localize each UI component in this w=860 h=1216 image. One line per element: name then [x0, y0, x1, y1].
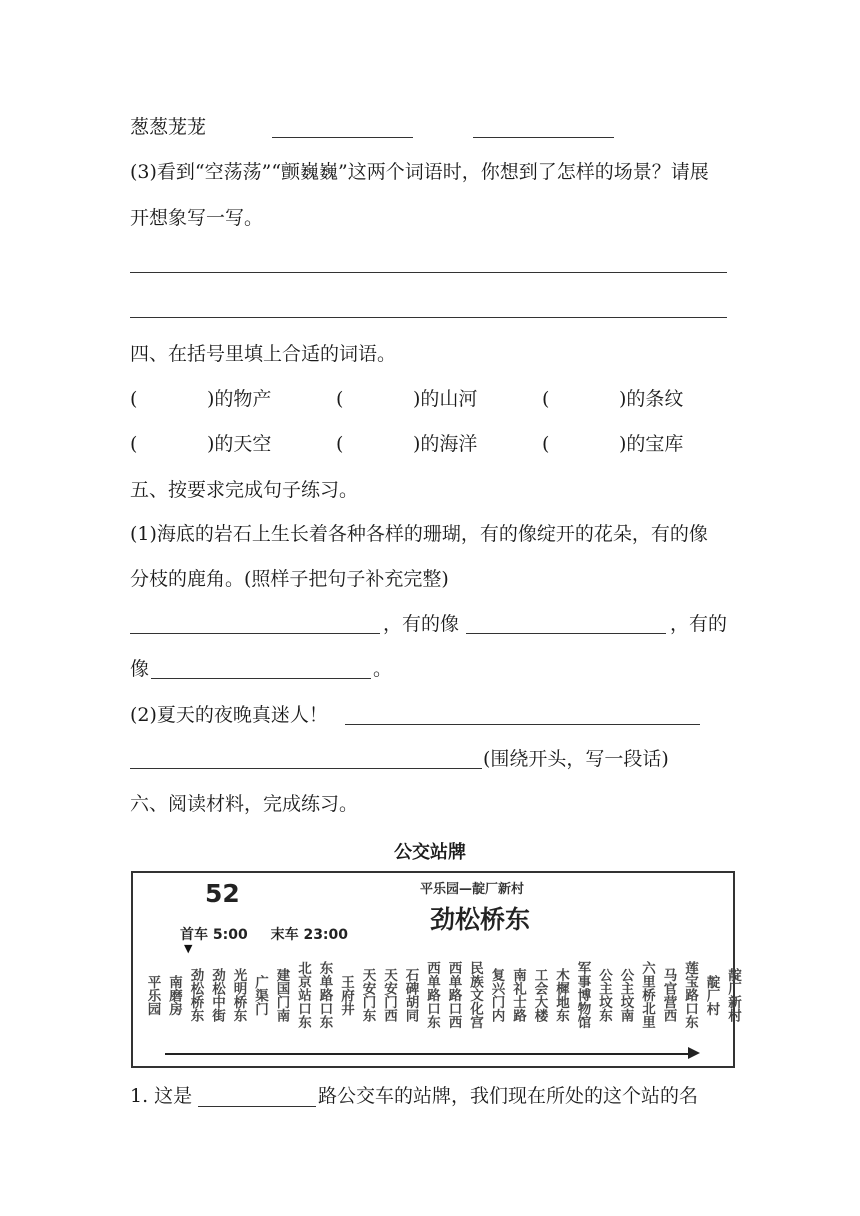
bus-stop-sign — [131, 871, 741, 1068]
paren-open: ( — [542, 433, 550, 455]
answer-blank[interactable] — [466, 633, 666, 634]
sign-title: 公交站牌 — [394, 842, 466, 863]
paren-open: ( — [130, 433, 138, 455]
bus-stop-name: 天安门东 — [359, 967, 376, 1022]
word-line — [130, 115, 206, 139]
first-bus-time: 首车 5:00 — [180, 927, 248, 943]
bus-stop-name: 王府井 — [338, 974, 354, 1015]
down-arrow-icon: ▼ — [184, 942, 193, 955]
question-6-1-start: 1. 这是 — [130, 1085, 193, 1107]
bus-stop-name: 工会大楼 — [531, 967, 548, 1022]
answer-blank[interactable] — [130, 768, 482, 769]
answer-blank[interactable] — [473, 137, 614, 138]
fill-item: )的宝库 — [619, 433, 684, 455]
question-3-line-1: (3)看到“空荡荡”“颤巍巍”这两个词语时，你想到了怎样的场景？请展 — [130, 161, 709, 183]
question-2-hint: (围绕开头，写一段话) — [483, 748, 669, 770]
bus-stop-name: 莲宝路口东 — [682, 961, 698, 1029]
question-2-line-1: (2)夏天的夜晚真迷人！ — [130, 704, 328, 726]
bus-stop-name: 平乐园 — [144, 974, 161, 1015]
bus-stop-name: 劲松桥东 — [187, 967, 204, 1022]
bus-stop-name: 军事博物馆 — [574, 961, 591, 1029]
bus-stop-name: 民族文化宫 — [467, 961, 483, 1029]
bus-stop-name: 广渠门 — [252, 974, 268, 1015]
bus-stop-name: 光明桥东 — [230, 967, 247, 1022]
current-stop: 劲松桥东 — [430, 905, 531, 934]
section-4-title: 四、在括号里填上合适的词语。 — [130, 343, 397, 365]
route-range: 平乐园—靛厂新村 — [420, 882, 525, 897]
bus-stop-name: 南礼士路 — [510, 967, 526, 1022]
bus-stop-name: 劲松中街 — [209, 967, 225, 1022]
last-bus-time: 末车 23:00 — [270, 927, 349, 943]
answer-blank[interactable] — [345, 724, 700, 725]
route-number: 52 — [205, 879, 240, 908]
question-1-line-1: (1)海底的岩石上生长着各种各样的珊瑚，有的像绽开的花朵，有的像 — [130, 523, 708, 545]
bus-stop-name: 靛厂村 — [703, 974, 720, 1015]
paren-open: ( — [336, 388, 344, 410]
section-5-title: 五、按要求完成句子练习。 — [130, 479, 359, 501]
sentence-fragment: 像 — [130, 658, 150, 680]
sentence-fragment: ，有的像 — [383, 613, 460, 635]
answer-blank[interactable] — [130, 633, 380, 634]
bus-stop-name: 天安门西 — [381, 967, 397, 1022]
stop-list — [139, 961, 741, 1029]
service-times — [180, 924, 366, 944]
bus-stop-name: 公主坟东 — [596, 967, 612, 1022]
fill-item: )的山河 — [413, 388, 478, 410]
fill-item: )的物产 — [207, 388, 272, 410]
answer-blank[interactable] — [151, 678, 371, 679]
bus-stop-name: 六里桥北里 — [639, 961, 655, 1029]
question-3-line-2: 开想象写一写。 — [130, 207, 264, 229]
bus-stop-name: 木樨地东 — [553, 967, 569, 1022]
sentence-fragment: 。 — [373, 658, 393, 680]
fill-item: )的海洋 — [413, 433, 478, 455]
paren-open: ( — [130, 388, 138, 410]
bus-stop-name: 东单路口东 — [316, 961, 333, 1029]
bus-stop-name: 马官营西 — [660, 967, 677, 1022]
bus-stop-name: 靛厂新村 — [725, 967, 741, 1022]
direction-arrow-line — [165, 1053, 690, 1055]
bus-stop-name: 建国门南 — [273, 967, 290, 1022]
bus-stop-name: 西单路口东 — [424, 961, 440, 1029]
question-6-1-end: 路公交车的站牌，我们现在所处的这个站的名 — [318, 1085, 699, 1107]
answer-line[interactable] — [130, 272, 727, 273]
answer-blank[interactable] — [272, 137, 413, 138]
answer-line[interactable] — [130, 317, 727, 318]
bus-stop-name: 南磨房 — [166, 974, 182, 1015]
bus-stop-name: 复兴门内 — [488, 967, 505, 1022]
bus-stop-name: 石碑胡同 — [402, 967, 419, 1022]
paren-open: ( — [336, 433, 344, 455]
question-1-line-2: 分枝的鹿角。(照样子把句子补充完整) — [130, 568, 449, 590]
word-congcong: 葱葱茏茏 — [130, 116, 207, 138]
bus-stop-name: 公主坟南 — [617, 967, 634, 1022]
sentence-fragment: ，有的 — [670, 613, 728, 635]
fill-item: )的天空 — [207, 433, 272, 455]
section-6-title: 六、阅读材料，完成练习。 — [130, 793, 359, 815]
fill-item: )的条纹 — [619, 388, 684, 410]
right-arrow-icon — [688, 1047, 700, 1059]
paren-open: ( — [542, 388, 550, 410]
bus-stop-name: 北京站口东 — [295, 961, 311, 1029]
bus-stop-name: 西单路口西 — [445, 961, 462, 1029]
answer-blank[interactable] — [198, 1106, 316, 1107]
